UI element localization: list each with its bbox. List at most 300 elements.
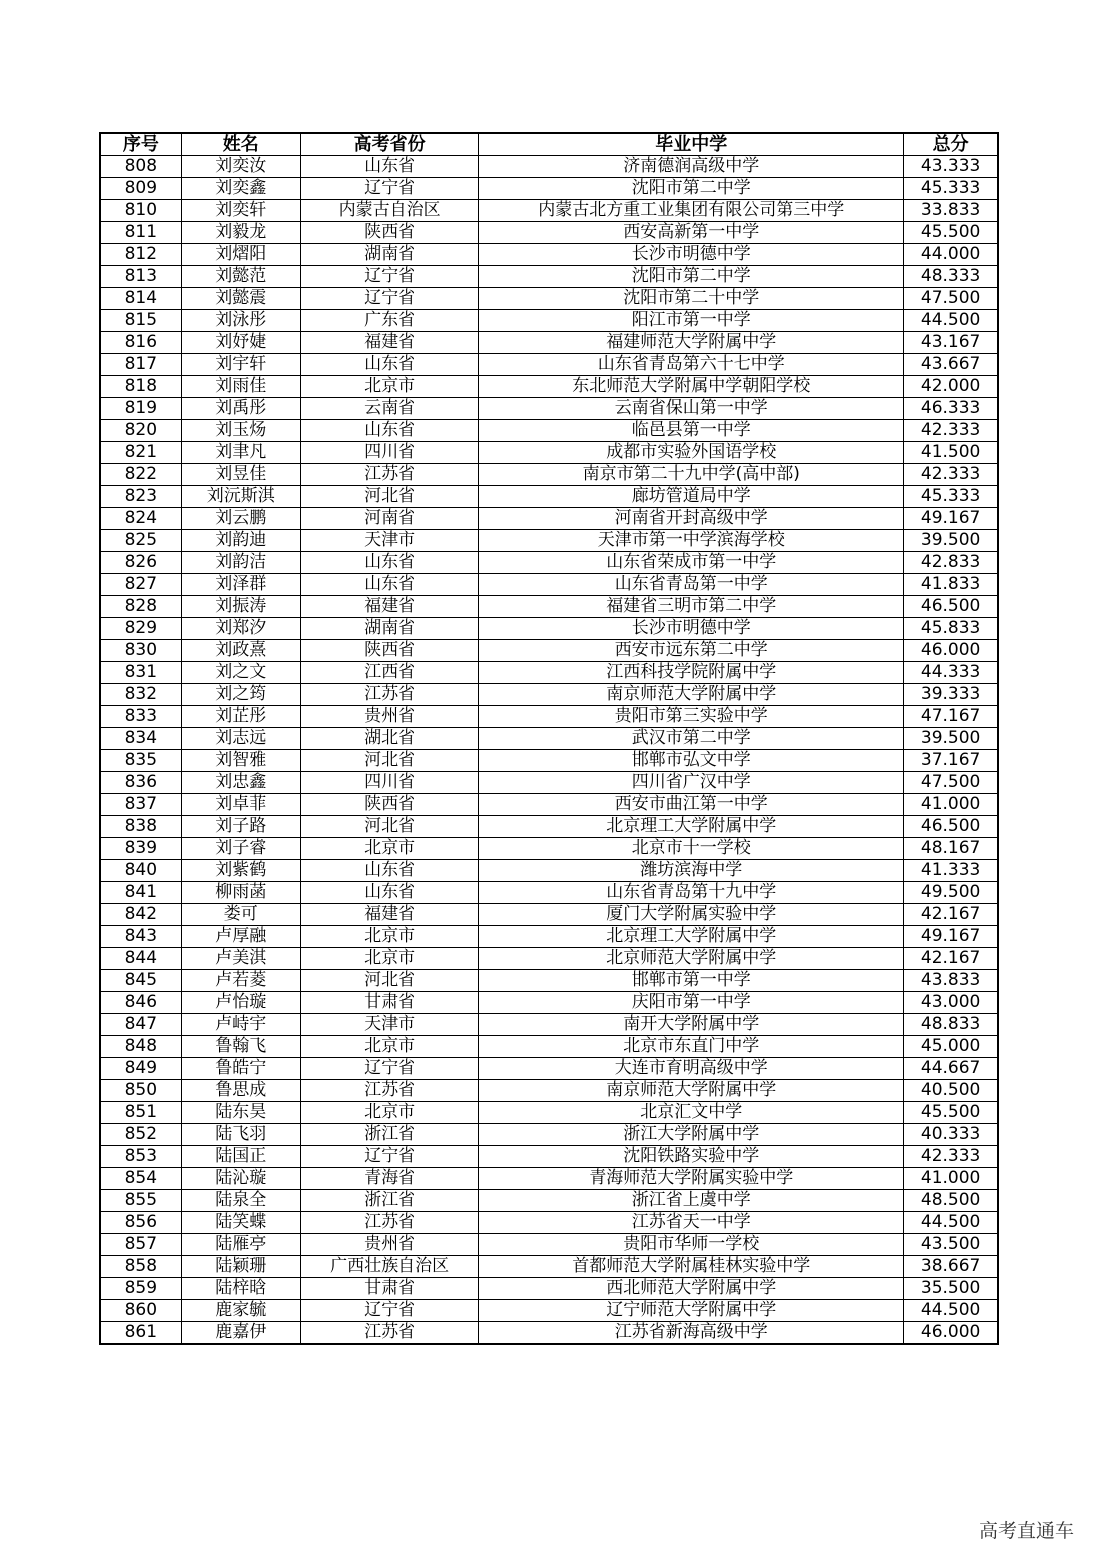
- cell-province: 北京市: [300, 1036, 478, 1058]
- cell-score: 44.000: [904, 244, 998, 266]
- table-row: [100, 376, 998, 398]
- cell-index: 834: [100, 728, 181, 750]
- cell-name: 刘振涛: [181, 596, 300, 618]
- cell-score: 46.333: [904, 398, 998, 420]
- table-row: [100, 552, 998, 574]
- cell-score: 41.833: [904, 574, 998, 596]
- cell-name: 刘熠阳: [181, 244, 300, 266]
- table-row: [100, 662, 998, 684]
- table-row: [100, 816, 998, 838]
- cell-province: 贵州省: [300, 1234, 478, 1256]
- cell-province: 河南省: [300, 508, 478, 530]
- cell-province: 云南省: [300, 398, 478, 420]
- cell-index: 855: [100, 1190, 181, 1212]
- cell-score: 39.500: [904, 728, 998, 750]
- cell-school: 南京师范大学附属中学: [479, 684, 904, 706]
- cell-score: 44.500: [904, 1300, 998, 1322]
- cell-score: 45.833: [904, 618, 998, 640]
- table-row: [100, 1014, 998, 1036]
- cell-index: 822: [100, 464, 181, 486]
- cell-name: 卢峙宇: [181, 1014, 300, 1036]
- cell-school: 内蒙古北方重工业集团有限公司第三中学: [479, 200, 904, 222]
- cell-name: 刘奕鑫: [181, 178, 300, 200]
- cell-province: 青海省: [300, 1168, 478, 1190]
- table-row: [100, 420, 998, 442]
- cell-index: 823: [100, 486, 181, 508]
- cell-index: 849: [100, 1058, 181, 1080]
- cell-school: 贵阳市第三实验中学: [479, 706, 904, 728]
- cell-name: 刘子路: [181, 816, 300, 838]
- cell-score: 42.333: [904, 464, 998, 486]
- table-row: [100, 728, 998, 750]
- cell-name: 刘妤婕: [181, 332, 300, 354]
- cell-school: 大连市育明高级中学: [479, 1058, 904, 1080]
- cell-province: 辽宁省: [300, 1300, 478, 1322]
- cell-province: 北京市: [300, 926, 478, 948]
- cell-name: 刘昱佳: [181, 464, 300, 486]
- cell-score: 42.000: [904, 376, 998, 398]
- cell-province: 江苏省: [300, 1322, 478, 1345]
- cell-index: 831: [100, 662, 181, 684]
- cell-score: 37.167: [904, 750, 998, 772]
- cell-school: 贵阳市华师一学校: [479, 1234, 904, 1256]
- cell-score: 44.667: [904, 1058, 998, 1080]
- table-row: [100, 596, 998, 618]
- table-row: [100, 1036, 998, 1058]
- cell-index: 809: [100, 178, 181, 200]
- cell-province: 湖南省: [300, 244, 478, 266]
- cell-school: 西安市曲江第一中学: [479, 794, 904, 816]
- table-row: [100, 772, 998, 794]
- cell-name: 刘政熹: [181, 640, 300, 662]
- cell-province: 陕西省: [300, 222, 478, 244]
- cell-school: 南开大学附属中学: [479, 1014, 904, 1036]
- table-row: [100, 750, 998, 772]
- table-row: [100, 1322, 998, 1345]
- cell-province: 辽宁省: [300, 266, 478, 288]
- cell-school: 浙江大学附属中学: [479, 1124, 904, 1146]
- cell-school: 福建省三明市第二中学: [479, 596, 904, 618]
- cell-score: 47.500: [904, 772, 998, 794]
- table-row: [100, 1278, 998, 1300]
- cell-index: 825: [100, 530, 181, 552]
- cell-school: 长沙市明德中学: [479, 244, 904, 266]
- cell-index: 852: [100, 1124, 181, 1146]
- cell-index: 861: [100, 1322, 181, 1345]
- table-row: [100, 992, 998, 1014]
- table-row: [100, 1168, 998, 1190]
- cell-school: 邯郸市弘文中学: [479, 750, 904, 772]
- cell-province: 江西省: [300, 662, 478, 684]
- cell-index: 850: [100, 1080, 181, 1102]
- cell-school: 济南德润高级中学: [479, 156, 904, 178]
- cell-province: 广东省: [300, 310, 478, 332]
- table-row: [100, 530, 998, 552]
- cell-name: 刘禹彤: [181, 398, 300, 420]
- cell-score: 45.333: [904, 178, 998, 200]
- cell-index: 843: [100, 926, 181, 948]
- score-table: [99, 132, 999, 1345]
- cell-name: 刘忠鑫: [181, 772, 300, 794]
- cell-score: 35.500: [904, 1278, 998, 1300]
- cell-index: 847: [100, 1014, 181, 1036]
- cell-school: 山东省青岛第一中学: [479, 574, 904, 596]
- cell-name: 刘雨佳: [181, 376, 300, 398]
- cell-name: 陆飞羽: [181, 1124, 300, 1146]
- cell-province: 湖北省: [300, 728, 478, 750]
- cell-province: 辽宁省: [300, 288, 478, 310]
- table-row: [100, 1212, 998, 1234]
- cell-school: 江苏省天一中学: [479, 1212, 904, 1234]
- table-row: [100, 310, 998, 332]
- cell-score: 33.833: [904, 200, 998, 222]
- cell-name: 陆沁璇: [181, 1168, 300, 1190]
- table-row: [100, 618, 998, 640]
- table-row: [100, 1124, 998, 1146]
- cell-province: 陕西省: [300, 794, 478, 816]
- cell-name: 刘奕汝: [181, 156, 300, 178]
- cell-school: 江苏省新海高级中学: [479, 1322, 904, 1345]
- cell-name: 刘毅龙: [181, 222, 300, 244]
- cell-index: 840: [100, 860, 181, 882]
- cell-index: 839: [100, 838, 181, 860]
- cell-name: 刘子睿: [181, 838, 300, 860]
- table-row: [100, 354, 998, 376]
- cell-score: 45.333: [904, 486, 998, 508]
- cell-school: 沈阳市第二中学: [479, 178, 904, 200]
- cell-school: 西北师范大学附属中学: [479, 1278, 904, 1300]
- table-header-row: [100, 133, 998, 156]
- cell-school: 庆阳市第一中学: [479, 992, 904, 1014]
- cell-school: 邯郸市第一中学: [479, 970, 904, 992]
- cell-name: 娄可: [181, 904, 300, 926]
- cell-score: 40.333: [904, 1124, 998, 1146]
- cell-score: 48.167: [904, 838, 998, 860]
- cell-province: 甘肃省: [300, 992, 478, 1014]
- table-row: [100, 860, 998, 882]
- cell-index: 808: [100, 156, 181, 178]
- cell-name: 陆泉全: [181, 1190, 300, 1212]
- cell-name: 刘奕轩: [181, 200, 300, 222]
- cell-province: 北京市: [300, 1102, 478, 1124]
- cell-index: 841: [100, 882, 181, 904]
- cell-score: 49.500: [904, 882, 998, 904]
- cell-province: 河北省: [300, 970, 478, 992]
- table-row: [100, 640, 998, 662]
- table-row: [100, 508, 998, 530]
- cell-index: 854: [100, 1168, 181, 1190]
- cell-index: 856: [100, 1212, 181, 1234]
- cell-score: 46.000: [904, 640, 998, 662]
- cell-name: 鹿家毓: [181, 1300, 300, 1322]
- header-province: 高考省份: [300, 133, 478, 156]
- cell-name: 卢怡璇: [181, 992, 300, 1014]
- table-row: [100, 948, 998, 970]
- cell-province: 广西壮族自治区: [300, 1256, 478, 1278]
- table-row: [100, 1190, 998, 1212]
- cell-score: 41.500: [904, 442, 998, 464]
- cell-school: 南京市第二十九中学(高中部): [479, 464, 904, 486]
- table-row: [100, 926, 998, 948]
- cell-province: 北京市: [300, 838, 478, 860]
- cell-index: 829: [100, 618, 181, 640]
- cell-school: 山东省青岛第十九中学: [479, 882, 904, 904]
- cell-score: 42.333: [904, 1146, 998, 1168]
- cell-school: 天津市第一中学滨海学校: [479, 530, 904, 552]
- table-row: [100, 1102, 998, 1124]
- cell-province: 福建省: [300, 596, 478, 618]
- cell-name: 卢厚融: [181, 926, 300, 948]
- cell-province: 福建省: [300, 904, 478, 926]
- cell-school: 西安市远东第二中学: [479, 640, 904, 662]
- cell-name: 刘懿震: [181, 288, 300, 310]
- cell-index: 846: [100, 992, 181, 1014]
- cell-score: 47.167: [904, 706, 998, 728]
- table-row: [100, 442, 998, 464]
- table-row: [100, 794, 998, 816]
- cell-index: 837: [100, 794, 181, 816]
- cell-school: 江西科技学院附属中学: [479, 662, 904, 684]
- cell-province: 山东省: [300, 882, 478, 904]
- cell-score: 46.500: [904, 596, 998, 618]
- cell-province: 北京市: [300, 948, 478, 970]
- cell-index: 816: [100, 332, 181, 354]
- cell-score: 42.167: [904, 904, 998, 926]
- cell-province: 山东省: [300, 156, 478, 178]
- cell-index: 833: [100, 706, 181, 728]
- cell-score: 41.333: [904, 860, 998, 882]
- cell-province: 山东省: [300, 354, 478, 376]
- cell-school: 西安高新第一中学: [479, 222, 904, 244]
- cell-province: 山东省: [300, 574, 478, 596]
- header-name: 姓名: [181, 133, 300, 156]
- cell-province: 山东省: [300, 860, 478, 882]
- cell-name: 陆雁亭: [181, 1234, 300, 1256]
- cell-province: 陕西省: [300, 640, 478, 662]
- cell-score: 44.500: [904, 310, 998, 332]
- cell-name: 陆梓晗: [181, 1278, 300, 1300]
- cell-score: 38.667: [904, 1256, 998, 1278]
- cell-score: 49.167: [904, 926, 998, 948]
- cell-name: 刘之文: [181, 662, 300, 684]
- cell-name: 刘芷彤: [181, 706, 300, 728]
- table-row: [100, 970, 998, 992]
- table-row: [100, 1256, 998, 1278]
- cell-index: 835: [100, 750, 181, 772]
- cell-school: 临邑县第一中学: [479, 420, 904, 442]
- cell-province: 福建省: [300, 332, 478, 354]
- cell-school: 北京市十一学校: [479, 838, 904, 860]
- cell-index: 853: [100, 1146, 181, 1168]
- cell-name: 刘智雅: [181, 750, 300, 772]
- cell-school: 成都市实验外国语学校: [479, 442, 904, 464]
- cell-index: 815: [100, 310, 181, 332]
- cell-index: 859: [100, 1278, 181, 1300]
- cell-province: 湖南省: [300, 618, 478, 640]
- cell-school: 东北师范大学附属中学朝阳学校: [479, 376, 904, 398]
- cell-school: 青海师范大学附属实验中学: [479, 1168, 904, 1190]
- cell-school: 武汉市第二中学: [479, 728, 904, 750]
- cell-province: 甘肃省: [300, 1278, 478, 1300]
- cell-school: 沈阳市第二十中学: [479, 288, 904, 310]
- cell-index: 836: [100, 772, 181, 794]
- cell-score: 48.500: [904, 1190, 998, 1212]
- cell-name: 刘沅斯淇: [181, 486, 300, 508]
- cell-name: 刘紫鹤: [181, 860, 300, 882]
- header-school: 毕业中学: [479, 133, 904, 156]
- cell-index: 830: [100, 640, 181, 662]
- cell-school: 北京汇文中学: [479, 1102, 904, 1124]
- cell-score: 43.500: [904, 1234, 998, 1256]
- cell-province: 四川省: [300, 772, 478, 794]
- cell-score: 43.833: [904, 970, 998, 992]
- cell-index: 827: [100, 574, 181, 596]
- cell-score: 41.000: [904, 1168, 998, 1190]
- table-row: [100, 904, 998, 926]
- cell-province: 贵州省: [300, 706, 478, 728]
- cell-index: 820: [100, 420, 181, 442]
- cell-score: 48.833: [904, 1014, 998, 1036]
- cell-school: 辽宁师范大学附属中学: [479, 1300, 904, 1322]
- cell-index: 826: [100, 552, 181, 574]
- cell-province: 辽宁省: [300, 1058, 478, 1080]
- table-row: [100, 222, 998, 244]
- cell-score: 42.333: [904, 420, 998, 442]
- cell-school: 福建师范大学附属中学: [479, 332, 904, 354]
- cell-score: 39.333: [904, 684, 998, 706]
- cell-name: 柳雨菡: [181, 882, 300, 904]
- watermark-text: 高考直通车: [978, 1520, 1074, 1542]
- table-row: [100, 574, 998, 596]
- table-row: [100, 706, 998, 728]
- cell-province: 江苏省: [300, 1080, 478, 1102]
- cell-score: 44.500: [904, 1212, 998, 1234]
- cell-name: 刘懿范: [181, 266, 300, 288]
- table-row: [100, 464, 998, 486]
- cell-index: 857: [100, 1234, 181, 1256]
- table-row: [100, 1058, 998, 1080]
- cell-score: 43.667: [904, 354, 998, 376]
- cell-school: 北京师范大学附属中学: [479, 948, 904, 970]
- cell-school: 潍坊滨海中学: [479, 860, 904, 882]
- cell-name: 卢美淇: [181, 948, 300, 970]
- cell-score: 39.500: [904, 530, 998, 552]
- table-row: [100, 288, 998, 310]
- cell-index: 828: [100, 596, 181, 618]
- cell-index: 842: [100, 904, 181, 926]
- cell-score: 44.333: [904, 662, 998, 684]
- cell-province: 四川省: [300, 442, 478, 464]
- table-row: [100, 266, 998, 288]
- table-row: [100, 178, 998, 200]
- cell-school: 云南省保山第一中学: [479, 398, 904, 420]
- cell-name: 刘泽群: [181, 574, 300, 596]
- cell-index: 817: [100, 354, 181, 376]
- cell-school: 沈阳市第二中学: [479, 266, 904, 288]
- cell-index: 832: [100, 684, 181, 706]
- cell-index: 814: [100, 288, 181, 310]
- table-row: [100, 882, 998, 904]
- cell-school: 河南省开封高级中学: [479, 508, 904, 530]
- cell-province: 江苏省: [300, 684, 478, 706]
- cell-school: 北京理工大学附属中学: [479, 816, 904, 838]
- table-row: [100, 1080, 998, 1102]
- table-row: [100, 398, 998, 420]
- cell-score: 42.833: [904, 552, 998, 574]
- cell-name: 刘郑汐: [181, 618, 300, 640]
- table-row: [100, 1300, 998, 1322]
- table-row: [100, 200, 998, 222]
- cell-score: 46.500: [904, 816, 998, 838]
- cell-score: 40.500: [904, 1080, 998, 1102]
- cell-name: 刘泳彤: [181, 310, 300, 332]
- cell-province: 河北省: [300, 750, 478, 772]
- cell-province: 北京市: [300, 376, 478, 398]
- cell-score: 43.333: [904, 156, 998, 178]
- table-row: [100, 486, 998, 508]
- cell-name: 刘韵迪: [181, 530, 300, 552]
- cell-province: 浙江省: [300, 1190, 478, 1212]
- cell-name: 刘之筠: [181, 684, 300, 706]
- cell-name: 鹿嘉伊: [181, 1322, 300, 1345]
- cell-index: 810: [100, 200, 181, 222]
- table-row: [100, 1234, 998, 1256]
- table-row: [100, 1146, 998, 1168]
- cell-index: 813: [100, 266, 181, 288]
- cell-school: 四川省广汉中学: [479, 772, 904, 794]
- table-row: [100, 244, 998, 266]
- cell-index: 818: [100, 376, 181, 398]
- cell-province: 辽宁省: [300, 178, 478, 200]
- cell-name: 鲁翰飞: [181, 1036, 300, 1058]
- cell-name: 陆笑蝶: [181, 1212, 300, 1234]
- cell-name: 刘玉炀: [181, 420, 300, 442]
- cell-name: 鲁思成: [181, 1080, 300, 1102]
- cell-score: 45.500: [904, 1102, 998, 1124]
- cell-index: 844: [100, 948, 181, 970]
- cell-score: 43.167: [904, 332, 998, 354]
- header-index: 序号: [100, 133, 181, 156]
- cell-score: 42.167: [904, 948, 998, 970]
- cell-index: 848: [100, 1036, 181, 1058]
- cell-name: 鲁皓宁: [181, 1058, 300, 1080]
- cell-name: 刘云鹏: [181, 508, 300, 530]
- cell-school: 北京市东直门中学: [479, 1036, 904, 1058]
- cell-school: 阳江市第一中学: [479, 310, 904, 332]
- cell-name: 陆东昊: [181, 1102, 300, 1124]
- cell-province: 山东省: [300, 552, 478, 574]
- cell-province: 山东省: [300, 420, 478, 442]
- cell-school: 浙江省上虞中学: [479, 1190, 904, 1212]
- cell-score: 49.167: [904, 508, 998, 530]
- cell-province: 江苏省: [300, 464, 478, 486]
- cell-province: 河北省: [300, 816, 478, 838]
- cell-school: 厦门大学附属实验中学: [479, 904, 904, 926]
- cell-name: 陆国正: [181, 1146, 300, 1168]
- cell-province: 天津市: [300, 1014, 478, 1036]
- header-score: 总分: [904, 133, 998, 156]
- cell-name: 刘聿凡: [181, 442, 300, 464]
- cell-index: 838: [100, 816, 181, 838]
- cell-index: 824: [100, 508, 181, 530]
- cell-index: 858: [100, 1256, 181, 1278]
- cell-score: 43.000: [904, 992, 998, 1014]
- cell-name: 刘卓菲: [181, 794, 300, 816]
- cell-school: 南京师范大学附属中学: [479, 1080, 904, 1102]
- cell-name: 刘宇轩: [181, 354, 300, 376]
- table-row: [100, 684, 998, 706]
- cell-school: 北京理工大学附属中学: [479, 926, 904, 948]
